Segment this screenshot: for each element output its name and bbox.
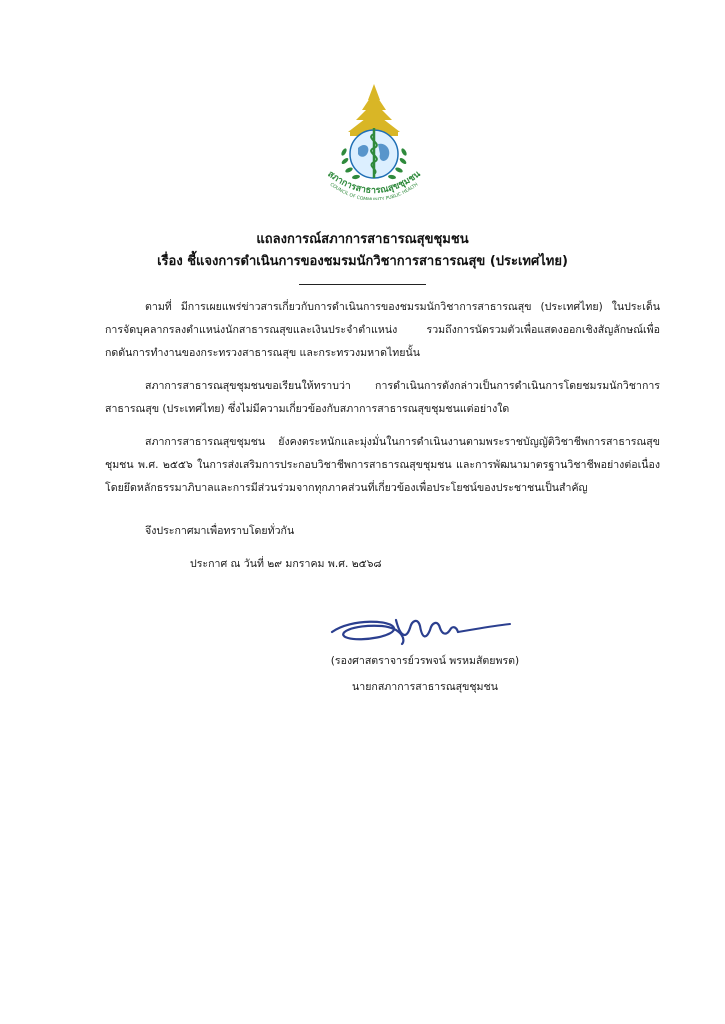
- logo-thai-text: สภาการสาธารณสุขชุมชน: [325, 169, 423, 197]
- title-underline: [299, 284, 426, 285]
- logo-english-text: COUNCIL OF COM Y PUBLIC HEALTH: [328, 182, 420, 200]
- paragraph-2: สภาการสาธารณสุขชุมชนขอเรียนให้ทราบว่า การดำเนินการดังกล่าวเป็นการดำเนินการโดยชมรมนักวิชาการสาธารณสุข (ประเทศไทย) ซึ่งไม่มีความเกี่ยวข้องกับสภาการสาธารณสุขชุมชนแต่อย่างใด: [105, 380, 660, 415]
- handwritten-signature: [322, 610, 514, 650]
- paragraph-1: ตามที่ มีการเผยแพร่ข่าวสารเกี่ยวกับการดำเนินการของชมรมนักวิชาการสาธารณสุข (ประเทศไทย) ในประเด็นการจัดบุคลากรลงตำแหน่งนักสาธารณสุขและเงินประจำตำแหน่ง รวมถึงการนัดรวมตัวเพื่อแสดงออกเชิงสัญลักษณ์เพื่อกดดันการทำงานของกระทรวงสาธารณสุข และกระทรวงมหาดไทยนั้น: [105, 301, 660, 359]
- announcement-title: แถลงการณ์สภาการสาธารณสุขชุมชน: [256, 232, 469, 247]
- paragraph-3: สภาการสาธารณสุขชุมชน ยังคงตระหนักและมุ่งมั่นในการดำเนินงานตามพระราชบัญญัติวิชาชีพการสาธารณสุขชุมชน พ.ศ. ๒๕๕๖ ในการส่งเสริมการประกอบวิชาชีพการสาธารณสุขชุมชน และการพัฒนามาตรฐานวิชาชีพอย่างต่อเนื่อง โดยยึดหลักธรรมาภิบาลและการมีส่วนร่วมจากทุกภาคส่วนที่เกี่ยวข้องเพื่อประโยชน์ของประชาชนเป็นสำคัญ: [105, 436, 660, 494]
- signatory-position: นายกสภาการสาธารณสุขชุมชน: [352, 681, 498, 693]
- signatory-name: (รองศาสตราจารย์วรพจน์ พรหมสัตยพรต): [330, 655, 520, 667]
- closing-line: จึงประกาศมาเพื่อทราบโดยทั่วกัน: [145, 525, 295, 537]
- announcement-subject: เรื่อง ชี้แจงการดำเนินการของชมรมนักวิชาการสาธารณสุข (ประเทศไทย): [157, 254, 568, 269]
- council-logo: [318, 82, 430, 200]
- announcement-date: ประกาศ ณ วันที่ ๒๙ มกราคม พ.ศ. ๒๕๖๘: [190, 558, 382, 570]
